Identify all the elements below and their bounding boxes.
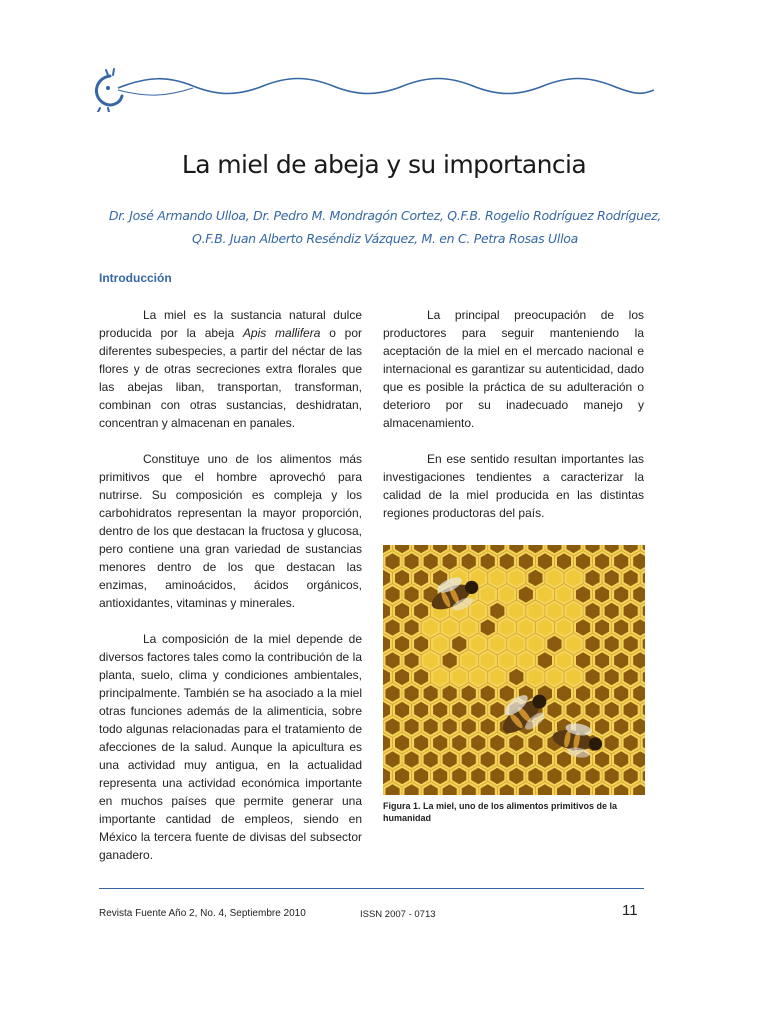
wave-ornament-icon — [88, 66, 654, 112]
footer-divider — [99, 888, 644, 889]
section-heading: Introducción — [99, 271, 172, 285]
right-column — [383, 306, 644, 540]
paragraph: La miel es la sustancia natural dulce producida por la abeja Apis mallifera o por diferentes subespecies, a partir del néctar de las flores y de otras secreciones extra florales que las abejas liban, transportan, transforman, combinan con otras sustancias, deshidratan, concentran y almacenan en panales. — [99, 308, 363, 430]
figure-caption: Figura 1. La miel, uno de los alimentos primitivos de la humanidad — [383, 801, 618, 823]
paragraph: La composición de la miel depende de diversos factores tales como la contribución de la planta, suelo, clima y condiciones ambientales, principalmente. También se ha asociado a la miel otras funciones además de la alimenticia, sobre todo algunas relacionadas para el tratamiento de afecciones de la salud. Aunque la apicultura es una actividad muy antigua, en la actualidad representa una actividad económica importante en muchos países que permite generar una importante cantidad de empleos, siendo en México la tercera fuente de divisas del subsector ganadero. — [99, 632, 362, 862]
journal-info: Revista Fuente Año 2, No. 4, Septiembre 2010 — [99, 908, 306, 919]
paragraph: En ese sentido resultan importantes las investigaciones tendientes a caracterizar la calidad de la miel producida en las distintas regiones productoras del país. — [383, 452, 644, 520]
page-number: 11 — [622, 902, 638, 919]
honeycomb-bees-photo — [383, 545, 645, 795]
authors-line-2: Q.F.B. Juan Alberto Reséndiz Vázquez, M. en C. Petra Rosas Ulloa — [192, 231, 578, 246]
species-name: Apis mallifera — [242, 326, 321, 340]
left-column — [99, 306, 362, 882]
paragraph: La principal preocupación de los productores para seguir manteniendo la aceptación de la miel en el mercado nacional e internacional es garantizar su autenticidad, dado que es posible la práctica de su adulteración o deterioro por su inadecuado manejo y almacenamiento. — [383, 308, 644, 430]
paragraph: Constituye uno de los alimentos más primitivos que el hombre aprovechó para nutrirse. Su composición es compleja y los carbohidratos representan la mayor proporción, dentro de los que destacan la fructosa y glucosa, pero contiene una gran variedad de sustancias menores dentro de los que destacan las enzimas, aminoácidos, ácidos orgánicos, antioxidantes, vitaminas y minerales. — [99, 452, 362, 610]
article-title: La miel de abeja y su importancia — [181, 150, 587, 179]
authors-line-1: Dr. José Armando Ulloa, Dr. Pedro M. Mondragón Cortez, Q.F.B. Rogelio Rodríguez Rodríguez, — [108, 208, 662, 223]
issn: ISSN 2007 - 0713 — [360, 909, 436, 920]
author-list — [90, 204, 680, 250]
